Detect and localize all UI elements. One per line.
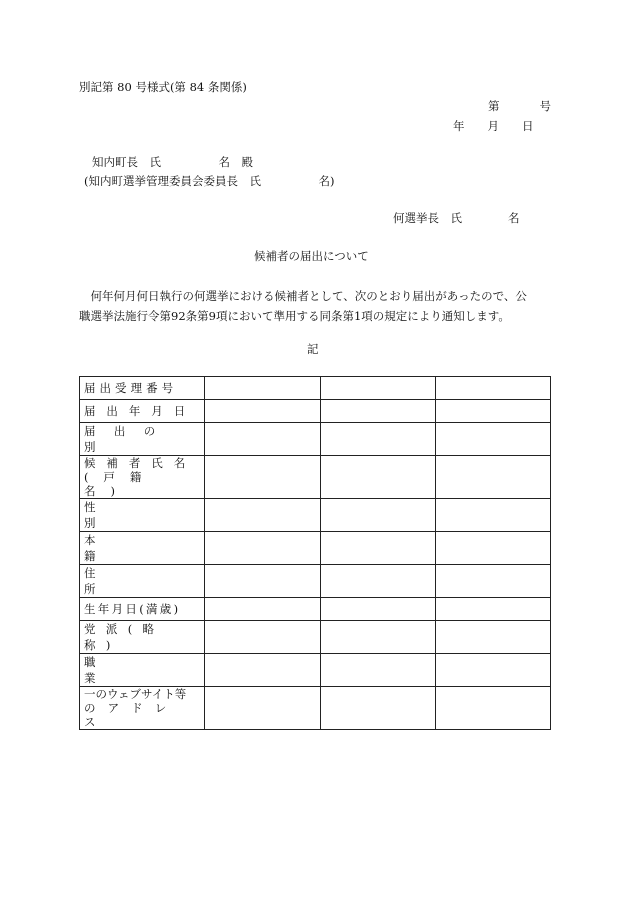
table-cell[interactable]	[435, 598, 550, 621]
body-line-1: 何年何月何日執行の何選挙における候補者として、次のとおり届出があったので、公	[90, 289, 527, 303]
table-cell[interactable]	[435, 621, 550, 654]
date-month: 月	[487, 119, 499, 133]
row-label-website	[80, 687, 205, 730]
ki-heading: 記	[307, 342, 319, 356]
table-cell[interactable]	[435, 456, 550, 499]
table-cell[interactable]	[435, 499, 550, 532]
table-cell[interactable]	[435, 423, 550, 456]
addressee-line-2: (知内町選挙管理委員会委員長 氏 名)	[84, 174, 335, 188]
row-label-occupation	[80, 654, 205, 687]
label-text: 届出の別	[84, 424, 174, 454]
table-cell[interactable]	[435, 687, 550, 730]
table-cell[interactable]	[320, 423, 435, 456]
document-date-line	[453, 121, 534, 133]
form-reference: 別記第 80 号様式(第 84 条関係)	[79, 80, 247, 94]
label-text: 住所	[84, 566, 174, 596]
table-cell[interactable]	[205, 423, 320, 456]
row-label-birthdate	[80, 598, 205, 621]
table-row	[80, 687, 551, 730]
number-dai: 第	[488, 99, 500, 113]
table-cell[interactable]	[435, 400, 550, 423]
label-text: 性別	[84, 500, 174, 530]
table-row	[80, 423, 551, 456]
table-row	[80, 598, 551, 621]
document-title: 候補者の届出について	[254, 249, 369, 263]
label-text-line-2: のアドレス	[84, 701, 179, 729]
document-number-line	[488, 101, 551, 113]
label-text-line-1: 一のウェブサイト等	[84, 687, 187, 701]
table-cell[interactable]	[205, 565, 320, 598]
table-cell[interactable]	[435, 377, 550, 400]
label-text: 本籍	[84, 533, 174, 563]
label-text: 届出年月日	[84, 404, 197, 418]
table-cell[interactable]	[320, 654, 435, 687]
table-cell[interactable]	[205, 532, 320, 565]
row-label-address	[80, 565, 205, 598]
table-cell[interactable]	[435, 532, 550, 565]
table-cell[interactable]	[320, 532, 435, 565]
notification-table	[79, 376, 551, 730]
table-cell[interactable]	[205, 687, 320, 730]
body-line-2: 職選挙法施行令第92条第9項において準用する同条第1項の規定により通知します。	[79, 309, 510, 323]
table-row	[80, 654, 551, 687]
row-label-filing-type	[80, 423, 205, 456]
label-text-line-1: 候補者氏名	[84, 456, 197, 470]
table-row	[80, 499, 551, 532]
label-text: 党派(略称)	[84, 622, 165, 652]
table-row	[80, 400, 551, 423]
table-cell[interactable]	[205, 654, 320, 687]
label-text-line-2: (戸籍名)	[84, 470, 157, 498]
label-text: 届出受理番号	[84, 381, 178, 395]
date-day: 日	[522, 119, 534, 133]
table-cell[interactable]	[205, 598, 320, 621]
row-label-filing-date	[80, 400, 205, 423]
table-cell[interactable]	[320, 687, 435, 730]
label-text: 生年月日(満歳)	[84, 602, 181, 616]
table-cell[interactable]	[320, 456, 435, 499]
row-label-sex	[80, 499, 205, 532]
table-cell[interactable]	[320, 621, 435, 654]
table-cell[interactable]	[320, 499, 435, 532]
row-label-receipt-number	[80, 377, 205, 400]
table-row	[80, 456, 551, 499]
table-row	[80, 532, 551, 565]
table-cell[interactable]	[205, 400, 320, 423]
table-cell[interactable]	[205, 499, 320, 532]
label-text: 職業	[84, 655, 174, 685]
sender-line: 何選挙長 氏 名	[393, 211, 520, 225]
table-cell[interactable]	[205, 377, 320, 400]
table-cell[interactable]	[320, 598, 435, 621]
body-paragraph	[79, 286, 551, 326]
addressee-line-1: 知内町長 氏 名 殿	[92, 155, 253, 169]
table-cell[interactable]	[435, 654, 550, 687]
table-row	[80, 377, 551, 400]
table-cell[interactable]	[435, 565, 550, 598]
table-cell[interactable]	[320, 377, 435, 400]
table-cell[interactable]	[205, 456, 320, 499]
table-row	[80, 565, 551, 598]
date-year: 年	[453, 119, 465, 133]
row-label-domicile	[80, 532, 205, 565]
number-gou: 号	[539, 99, 551, 113]
table-cell[interactable]	[205, 621, 320, 654]
table-row	[80, 621, 551, 654]
table-cell[interactable]	[320, 400, 435, 423]
row-label-party	[80, 621, 205, 654]
row-label-candidate-name	[80, 456, 205, 499]
table-cell[interactable]	[320, 565, 435, 598]
